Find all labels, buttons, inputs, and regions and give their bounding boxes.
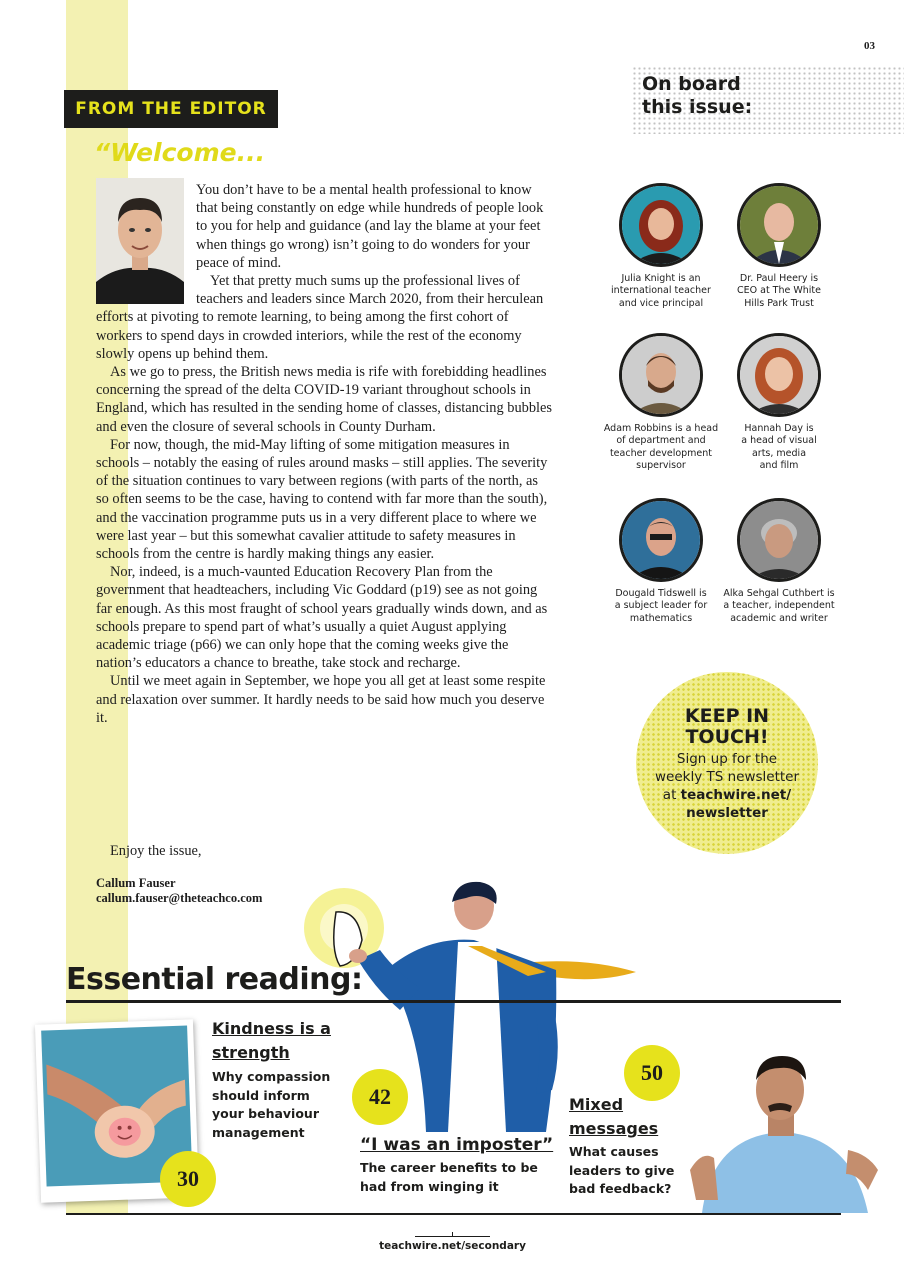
contributor-adam-robbins [601,333,721,473]
contributor-paul-heery [719,183,839,310]
bottom-rule [66,1213,841,1215]
contributor-alka-sehgal-cuthbert [719,498,839,625]
editor-photo [96,178,184,304]
essential-item-desc: Why compassion should inform your behaviour management [212,1069,331,1140]
essential-item-title[interactable]: Mixed messages [569,1095,659,1138]
newsletter-link-2[interactable]: newsletter [686,805,768,821]
essential-item-mixed-messages[interactable] [569,1093,689,1199]
section-divider [66,1000,841,1003]
contributor-caption: Dougald Tidswell is a subject leader for mathematics [614,588,708,624]
contributor-julia-knight [601,183,721,310]
newsletter-heading: KEEP IN TOUCH! [684,705,770,748]
essential-item-title[interactable]: Kindness is a strength [212,1019,331,1062]
signoff: Enjoy the issue, [110,843,202,859]
essential-item-imposter[interactable] [360,1133,560,1196]
paragraph: You don’t have to be a mental health professional to know that being constantly on edge while hundreds of people look to you for help and guidance (and lay the blame at your feet when things go wrong) isn’t going to do wonders for your peace of mind. [196,182,544,271]
essential-reading-title: Essential reading: [66,962,363,997]
paragraph: Until we meet again in September, we hope you all get at least some respite and relaxation over summer. It hardly needs to be said how much you deserve it. [96,673,546,726]
page-badge-42: 42 [352,1069,408,1125]
mixed-messages-photo [672,1050,894,1213]
contributor-caption: Hannah Day is a head of visual arts, media and film [741,423,817,472]
footer-rule-tick [452,1232,453,1237]
contributor-photo [737,183,821,267]
contributor-photo [737,498,821,582]
contributor-caption: Alka Sehgal Cuthbert is a teacher, independent academic and writer [723,588,835,624]
contributor-caption: Dr. Paul Heery is CEO at The White Hills Park Trust [736,273,821,309]
page-badge-50: 50 [624,1045,680,1101]
essential-item-title[interactable]: “I was an imposter” [360,1135,554,1155]
editor-signature [96,876,262,906]
contributor-photo [737,333,821,417]
contributor-hannah-day [719,333,839,473]
paragraph: Nor, indeed, is a much-vaunted Education Recovery Plan from the government that headteachers, including Vic Goddard (p19) see as not going far enough. As this most fraught of school years gradually winds down, and as schools prepare to spend part of what’s usually a quiet August applying academic triage (p66) we can only hope that the coming weeks give the nation’s educators a chance to breathe, take stock and recharge. [96,564,548,672]
paragraph: Yet that pretty much sums up the professional lives of teachers and leaders since March 2020, from their herculean efforts at pivoting to remote learning, to being among the first cohort of workers to spend days in crowded interiors, while the rest of the economy slowly opens up behind them. [96,273,544,362]
contributor-photo [619,333,703,417]
page-badge-30: 30 [160,1151,216,1207]
footer-url[interactable]: teachwire.net/secondary [379,1240,526,1252]
essential-item-kindness[interactable] [212,1017,347,1142]
newsletter-body: Sign up for the weekly TS newsletter at teachwire.net/ newsletter [636,750,818,822]
newsletter-link[interactable]: teachwire.net/ [680,787,792,803]
editor-name: Callum Fauser [96,876,176,890]
essential-item-desc: What causes leaders to give bad feedback? [569,1144,675,1196]
essential-item-desc: The career benefits to be had from winging it [360,1160,538,1194]
contributor-photo [619,183,703,267]
contributor-dougald-tidswell [601,498,721,625]
contributor-caption: Julia Knight is an international teacher and vice principal [611,273,711,309]
newsletter-promo [636,672,818,854]
onboard-title: On board this issue: [642,73,753,118]
editor-banner: FROM THE EDITOR [64,90,278,128]
welcome-heading: “Welcome... [94,138,266,167]
editor-email[interactable]: callum.fauser@theteachco.com [96,891,263,905]
page-number: 03 [864,40,875,52]
paragraph: As we go to press, the British news media is rife with forebidding headlines concerning the spread of the delta COVID-19 variant throughout schools in England, which has resulted in the sending home of classes, distancing bubbles and even the closure of several schools in County Durham. [96,364,553,435]
contributor-photo [619,498,703,582]
contributor-caption: Adam Robbins is a head of department and teacher development supervisor [603,423,719,472]
paragraph: For now, though, the mid-May lifting of some mitigation measures in schools – notably the easing of rules around masks – still applies. The severity of the situation continues to vary between regions (with parts of the north, as so often seems to be the case, having to contend with far more than the south), and the vaccination programme puts us in a very different place to where we were last year – but this somewhat cavalier attitude to safety measures in schools from the centre is hardly making things any easier. [96,436,548,563]
